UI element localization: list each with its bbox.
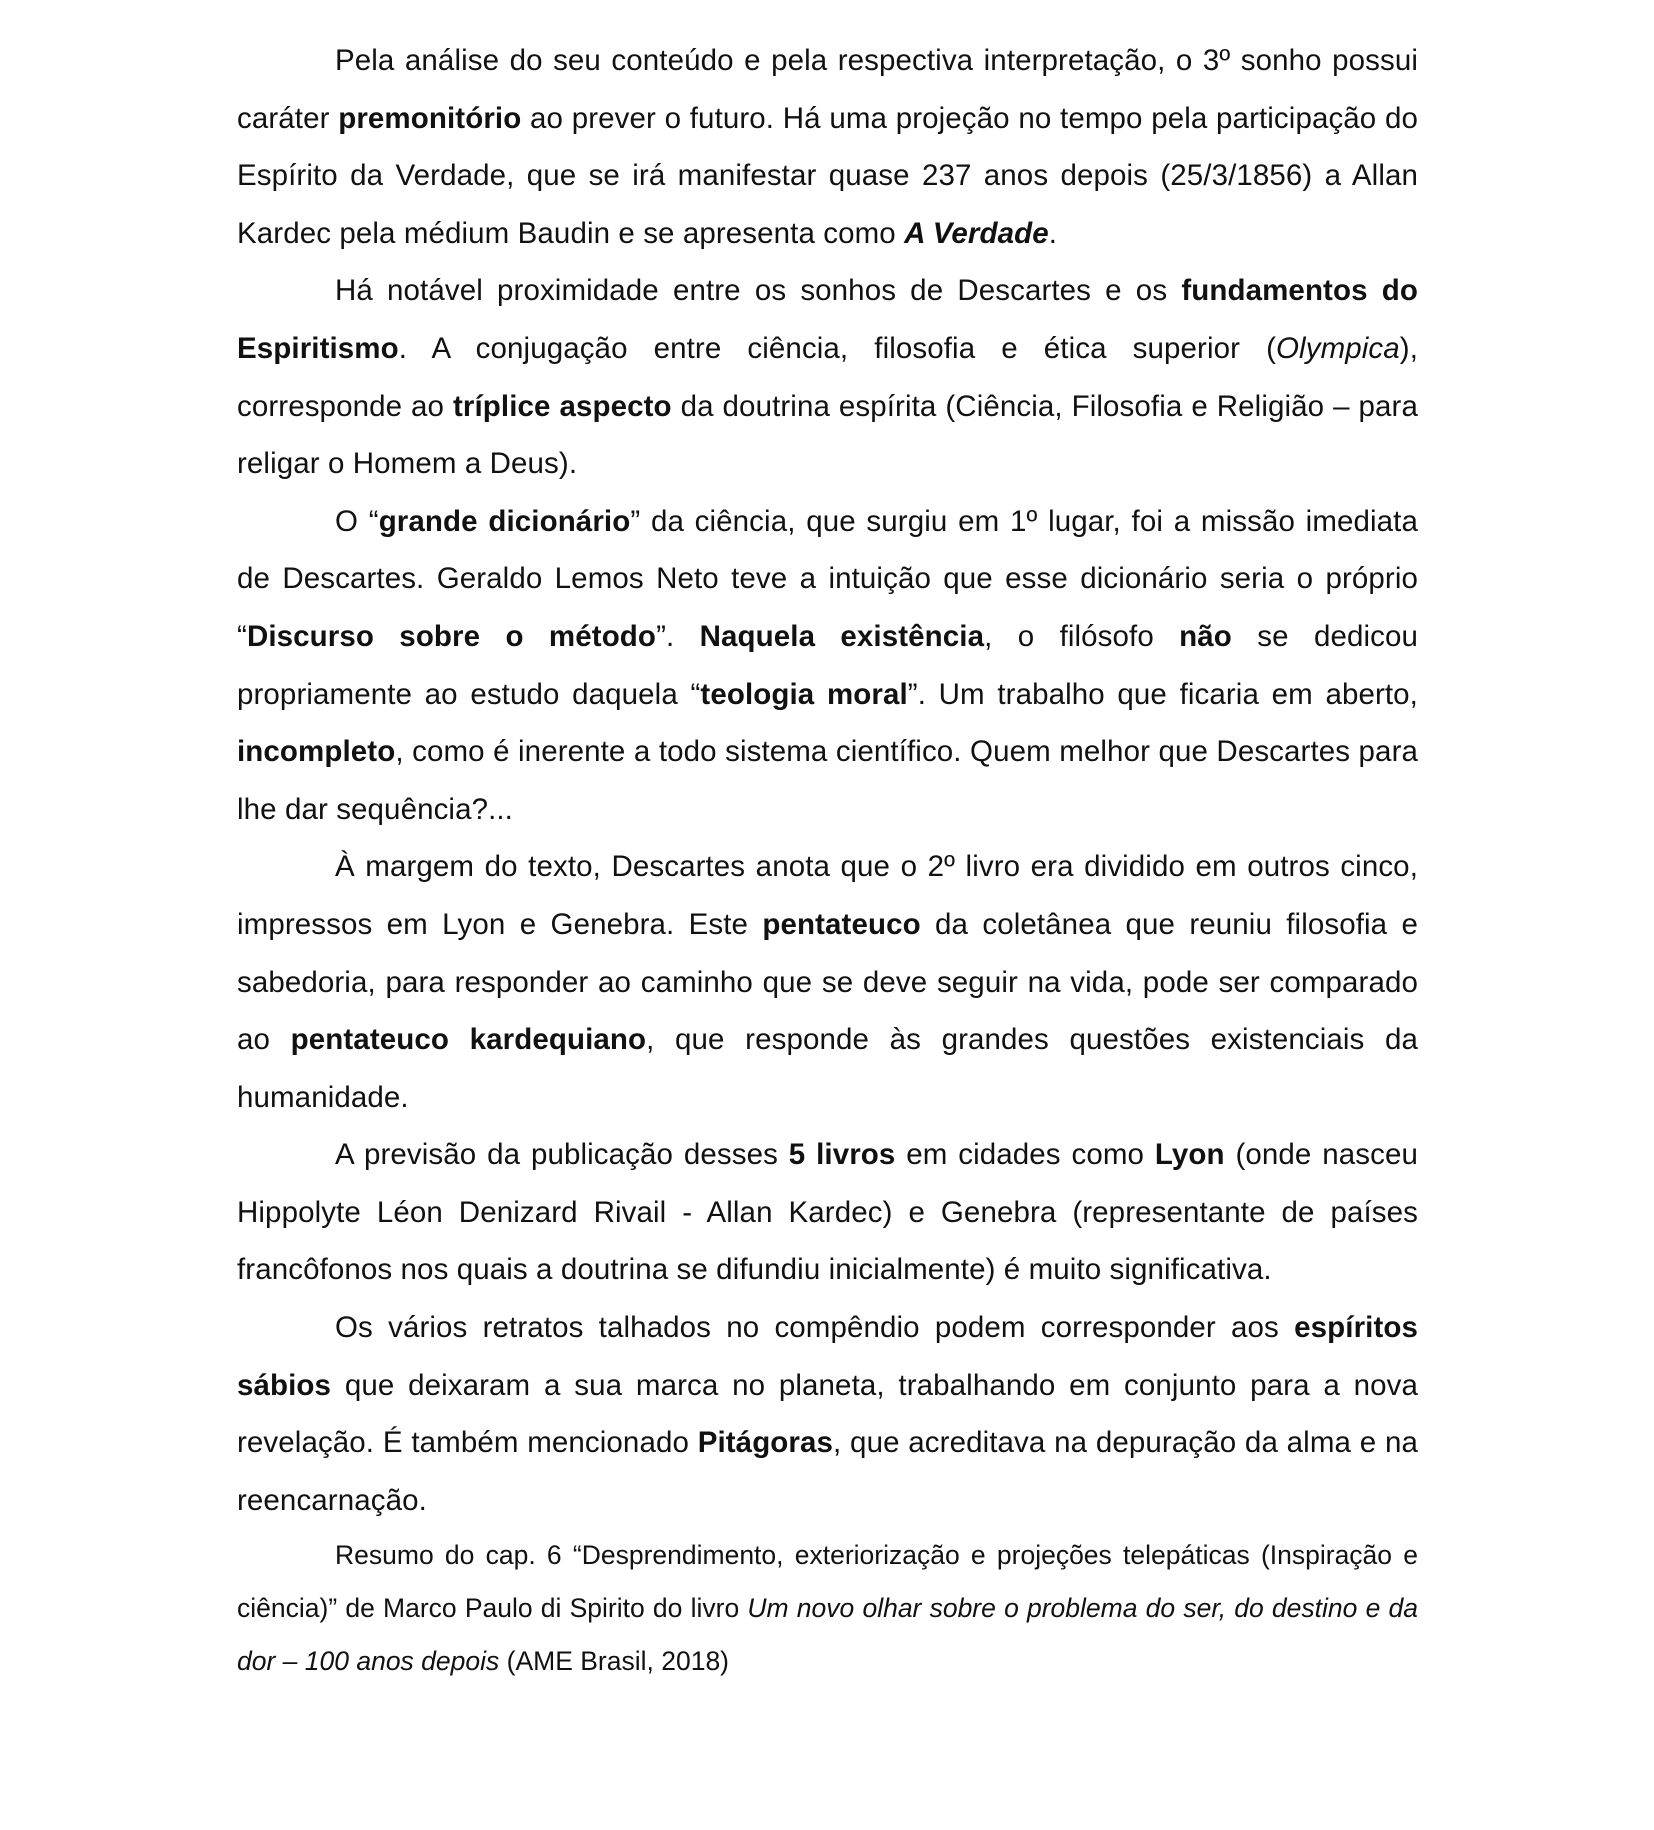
text-run: , que acreditava na depuração da alma e na reencarnação. (237, 1426, 1418, 1517)
bold-term: pentateuco (762, 907, 921, 941)
text-run: , o filósofo (984, 619, 1180, 653)
paragraph-wise-spirits (237, 1299, 1418, 1529)
bold-italic-term: A Verdade (904, 216, 1049, 250)
text-run: ”. Um trabalho que ficaria em aberto, (907, 677, 1418, 711)
bold-term: premonitório (338, 101, 522, 135)
text-run: A previsão da publicação desses (335, 1138, 789, 1172)
bold-term: tríplice aspecto (453, 389, 672, 423)
text-run: ao prever o futuro. Há uma projeção no tempo pela participação do Espírito da Verdade, que se irá manifestar quase 237 anos depois (25/3/1856) a Allan Kardec pela médium Baudin e se apresenta como (237, 101, 1419, 250)
text-run: Pela análise do seu conteúdo e pela respectiva interpretação, o 3º sonho possui caráter (237, 44, 1418, 135)
text-run: (AME Brasil, 2018) (499, 1646, 730, 1677)
source-credit (237, 1529, 1418, 1688)
bold-term: grande dicionário (378, 504, 631, 538)
text-run: se dedicou propriamente ao estudo daquela “ (237, 619, 1418, 711)
text-run: À margem do texto, Descartes anota que o 2º livro era dividido em outros cinco, impressos em Lyon e Genebra. Este (237, 850, 1418, 941)
paragraph-five-books (237, 1126, 1418, 1299)
text-run: (onde nasceu Hippolyte Léon Denizard Rivail - Allan Kardec) e Genebra (representante de países francôfonos nos quais a doutrina se difundiu inicialmente) é muito significativa. (237, 1138, 1419, 1287)
text-run: ), corresponde ao (237, 331, 1418, 423)
bold-term: Pitágoras (697, 1426, 834, 1460)
bold-term: 5 livros (788, 1138, 896, 1172)
bold-term: Discurso sobre o método (246, 619, 657, 653)
text-run: ” da ciência, que surgiu em 1º lugar, foi a missão imediata de Descartes. Geraldo Lemos Neto teve a intuição que esse dicionário seria o próprio “ (237, 504, 1418, 653)
text-run: Os vários retratos talhados no compêndio podem corresponder aos (335, 1311, 1295, 1345)
text-run: , que responde às grandes questões existenciais da humanidade. (237, 1023, 1418, 1114)
bold-term: teologia moral (700, 677, 908, 711)
text-run: , como é inerente a todo sistema científico. Quem melhor que Descartes para lhe dar sequência?... (237, 735, 1418, 826)
text-run: Resumo do cap. 6 “Desprendimento, exteriorização e projeções telepáticas (Inspiração e ciência)” de Marco Paulo di Spirito do livro (237, 1540, 1418, 1624)
paragraph-premonitory-dream (237, 32, 1418, 262)
book-title: Um novo olhar sobre o problema do ser, do destino e da dor – 100 anos depois (237, 1593, 1418, 1677)
document-page (237, 32, 1418, 1688)
text-run: ”. (656, 619, 700, 653)
text-run: da coletânea que reuniu filosofia e sabedoria, para responder ao caminho que se deve seguir na vida, pode ser comparado ao (237, 907, 1418, 1057)
paragraph-pentateuch (237, 838, 1418, 1126)
italic-term: Olympica (1276, 331, 1400, 365)
bold-term: pentateuco kardequiano (290, 1023, 647, 1057)
bold-term: fundamentos do Espiritismo (237, 274, 1418, 365)
text-run: O “ (335, 504, 379, 538)
bold-term: não (1179, 619, 1232, 653)
text-run: em cidades como (895, 1138, 1155, 1172)
text-run: Há notável proximidade entre os sonhos de Descartes e os (335, 274, 1182, 308)
text-run: . A conjugação entre ciência, filosofia e ética superior ( (398, 331, 1277, 365)
paragraph-great-dictionary (237, 493, 1418, 839)
paragraph-spiritism-fundamentals (237, 262, 1418, 492)
bold-term: Lyon (1154, 1138, 1225, 1172)
text-run: da doutrina espírita (Ciência, Filosofia e Religião – para religar o Homem a Deus). (237, 389, 1418, 481)
bold-term: incompleto (237, 735, 396, 769)
bold-term: espíritos sábios (237, 1311, 1418, 1402)
bold-term: Naquela existência (699, 619, 985, 653)
text-run: que deixaram a sua marca no planeta, trabalhando em conjunto para a nova revelação. É também mencionado (237, 1368, 1418, 1460)
text-run: . (1048, 216, 1058, 250)
